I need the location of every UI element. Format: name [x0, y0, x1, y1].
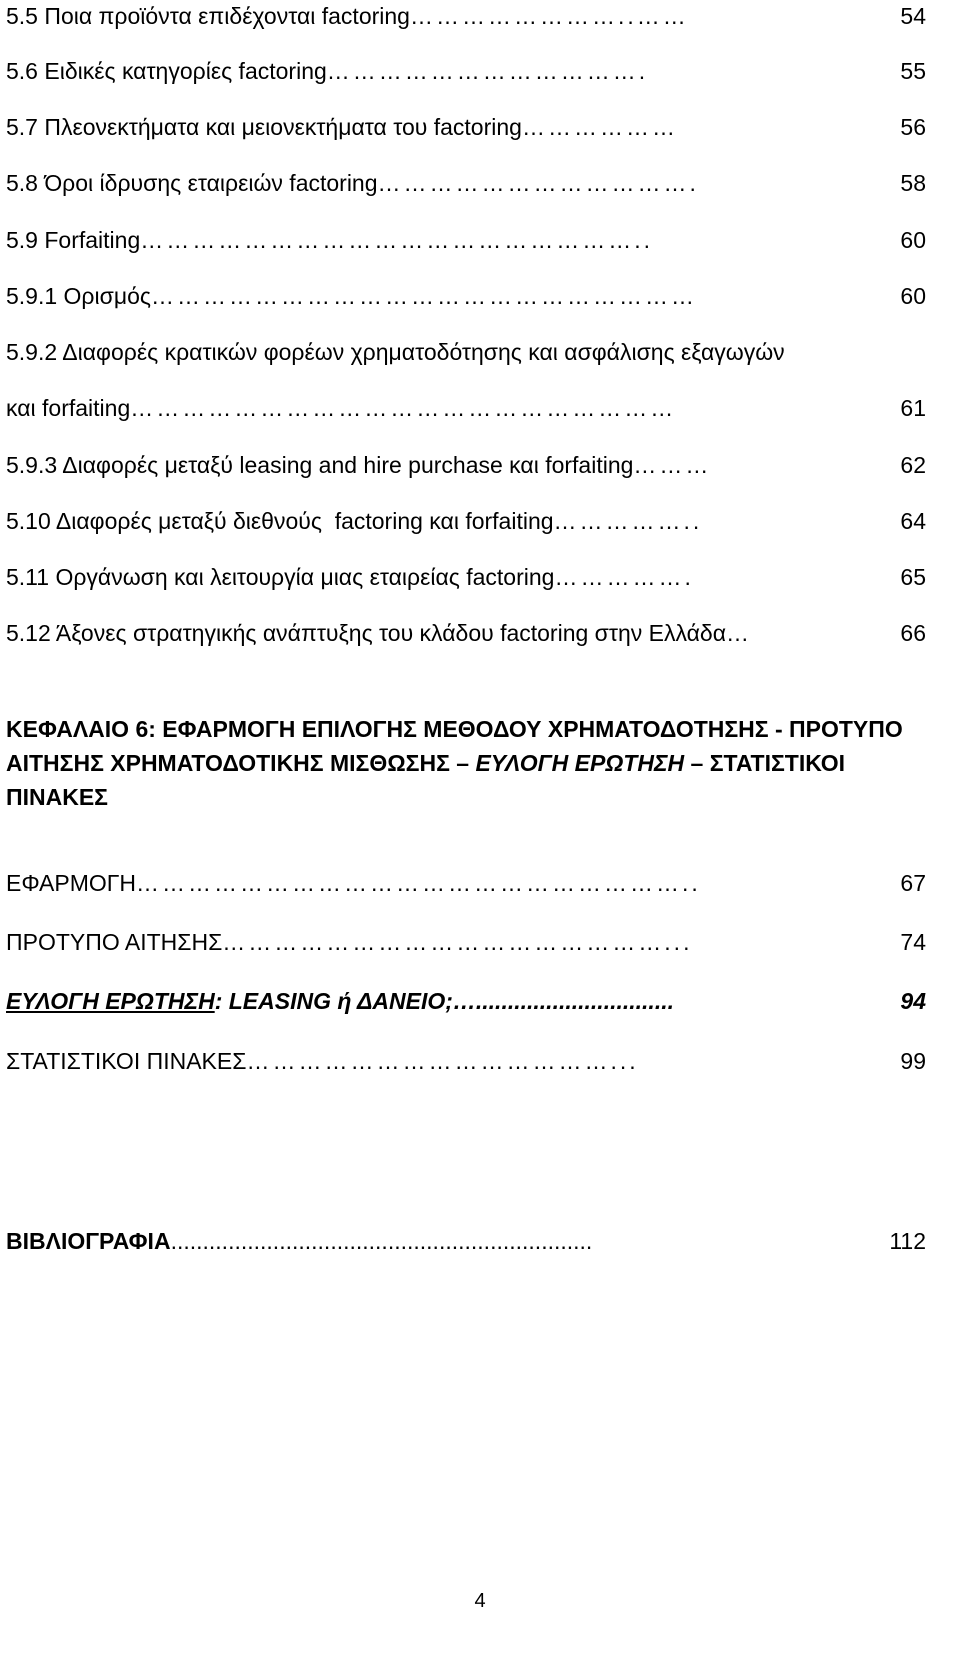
toc-entry-title: 5.9 Forfaiting — [6, 227, 141, 253]
toc-leader-dots: ……………………………………………... — [222, 929, 693, 955]
toc-entry-title: ΒΙΒΛΙΟΓΡΑΦΙΑ — [6, 1228, 171, 1254]
toc-entry-protypo-aitisis[interactable] — [6, 928, 926, 956]
toc-page-number: 67 — [900, 870, 926, 896]
toc-leader-dots: ……………………………………... — [246, 1048, 639, 1074]
toc-leader-dots: ………………………………. — [377, 170, 699, 196]
toc-entry-evlogi-erotisi[interactable] — [6, 987, 926, 1015]
toc-entry-title: 5.5 Ποια προϊόντα επιδέχονται factoring — [6, 3, 410, 29]
toc-entry-5-9-2[interactable] — [6, 394, 926, 422]
chapter-6-heading-italic: ΕΥΛΟΓΗ ΕΡΩΤΗΣΗ — [475, 750, 685, 776]
toc-entry-title: 5.6 Ειδικές κατηγορίες factoring — [6, 58, 327, 84]
toc-entry-title: ΣΤΑΤΙΣΤΙΚΟΙ ΠΙΝΑΚΕΣ — [6, 1048, 247, 1074]
toc-entry-statistikoi-pinakes[interactable] — [6, 1047, 926, 1075]
toc-entry-title: 5.7 Πλεονεκτήματα και μειονεκτήματα του factoring — [6, 114, 522, 140]
toc-page-number: 94 — [900, 988, 926, 1014]
toc-leader-dots: ……………………………………………………… — [130, 395, 677, 421]
toc-leader-dots: ……………………..…… — [409, 3, 689, 29]
page-number: 4 — [474, 1590, 486, 1612]
toc-entry-5-9-3[interactable] — [6, 451, 926, 479]
toc-page-number: 54 — [900, 3, 926, 29]
toc-entry-title: 5.12 Άξονες στρατηγικής ανάπτυξης του κλάδου factoring στην Ελλάδα — [6, 620, 727, 646]
toc-entry-title: 5.8 Όροι ίδρυσης εταιρειών factoring — [6, 170, 378, 196]
toc-page-number: 66 — [900, 620, 926, 646]
toc-page-number: 55 — [900, 58, 926, 84]
toc-entry-5-11[interactable] — [6, 563, 926, 591]
toc-page-number: 112 — [889, 1228, 926, 1254]
toc-page-number: 56 — [900, 114, 926, 140]
toc-page-number: 61 — [900, 395, 926, 421]
toc-entry-title: ΕΦΑΡΜΟΓΗ — [6, 870, 137, 896]
toc-entry-title-rest: : LEASING ή ΔΑΝΕΙΟ; — [214, 988, 453, 1014]
toc-entry-5-9-1[interactable] — [6, 282, 926, 310]
toc-leader-dots: ……………………………………………………….. — [136, 870, 701, 896]
toc-entry-5-5[interactable] — [6, 2, 926, 30]
toc-page-number: 64 — [900, 508, 926, 534]
toc-page-number: 65 — [900, 564, 926, 590]
toc-entry-efarmogi[interactable] — [6, 869, 926, 897]
toc-entry-5-8[interactable] — [6, 169, 926, 197]
toc-entry-bibliography[interactable] — [6, 1227, 926, 1255]
toc-leader-dots: …………….. — [553, 508, 703, 534]
toc-leader-dots: ……………………………………………………… — [150, 283, 697, 309]
chapter-6-heading-part1: ΚΕΦΑΛΑΙΟ 6: ΕΦΑΡΜΟΓΗ ΕΠΙΛΟΓΗΣ ΜΕΘΟΔΟΥ ΧΡΗΜΑΤΟΔΟΤΗΣΗΣ - ΠΡΟΤΥΠΟ ΑΙΤΗΣΗΣ ΧΡΗΜΑΤΟΔΟΤΙΚΗΣ ΜΙΣΘΩΣΗΣ – — [6, 716, 903, 776]
toc-entry-title-underlined: ΕΥΛΟΓΗ ΕΡΩΤΗΣΗ — [6, 988, 215, 1014]
toc-entry-title: 5.10 Διαφορές μεταξύ διεθνούς factoring και forfaiting — [6, 508, 554, 534]
toc-entry-title: 5.9.1 Ορισμός — [6, 283, 151, 309]
toc-page-number: 60 — [900, 283, 926, 309]
toc-entry-title: 5.11 Οργάνωση και λειτουργία μιας εταιρείας factoring — [6, 564, 555, 590]
toc-page-number: 99 — [900, 1048, 926, 1074]
toc-page-number: 58 — [900, 170, 926, 196]
toc-entry-5-9-2-line1[interactable]: 5.9.2 Διαφορές κρατικών φορέων χρηματοδότησης και ασφάλισης εξαγωγών — [6, 339, 785, 365]
toc-page-number: 60 — [900, 227, 926, 253]
toc-entry-5-9[interactable] — [6, 226, 926, 254]
toc-entry-5-12[interactable] — [6, 619, 926, 647]
toc-leader-dots: …............................... — [452, 988, 674, 1014]
toc-entry-5-6[interactable] — [6, 57, 926, 85]
toc-entry-5-10[interactable] — [6, 507, 926, 535]
toc-leader-dots: ……………… — [521, 114, 678, 140]
toc-leader-dots: … — [726, 620, 753, 646]
toc-page-number: 74 — [900, 929, 926, 955]
toc-leader-dots: ……………. — [554, 564, 694, 590]
chapter-6-heading[interactable] — [6, 712, 936, 814]
chapter-6-heading-part3: – ΣΤΑΤΙΣΤΙΚΟΙ ΠΙΝΑΚΕΣ — [6, 750, 846, 810]
toc-page-number: 62 — [900, 452, 926, 478]
toc-entry-title: και forfaiting — [6, 395, 131, 421]
toc-entry-title: ΠΡΟΤΥΠΟ ΑΙΤΗΣΗΣ — [6, 929, 223, 955]
toc-entry-title: 5.9.3 Διαφορές μεταξύ leasing and hire purchase και forfaiting — [6, 452, 634, 478]
toc-leader-dots: ………………………………………………….. — [140, 227, 654, 253]
toc-entry-5-7[interactable] — [6, 113, 926, 141]
toc-leader-dots: .................................................................. — [170, 1228, 593, 1254]
toc-entry-title — [6, 987, 453, 1015]
toc-leader-dots: ………………………………. — [326, 58, 649, 84]
toc-leader-dots: ……… — [633, 452, 712, 478]
